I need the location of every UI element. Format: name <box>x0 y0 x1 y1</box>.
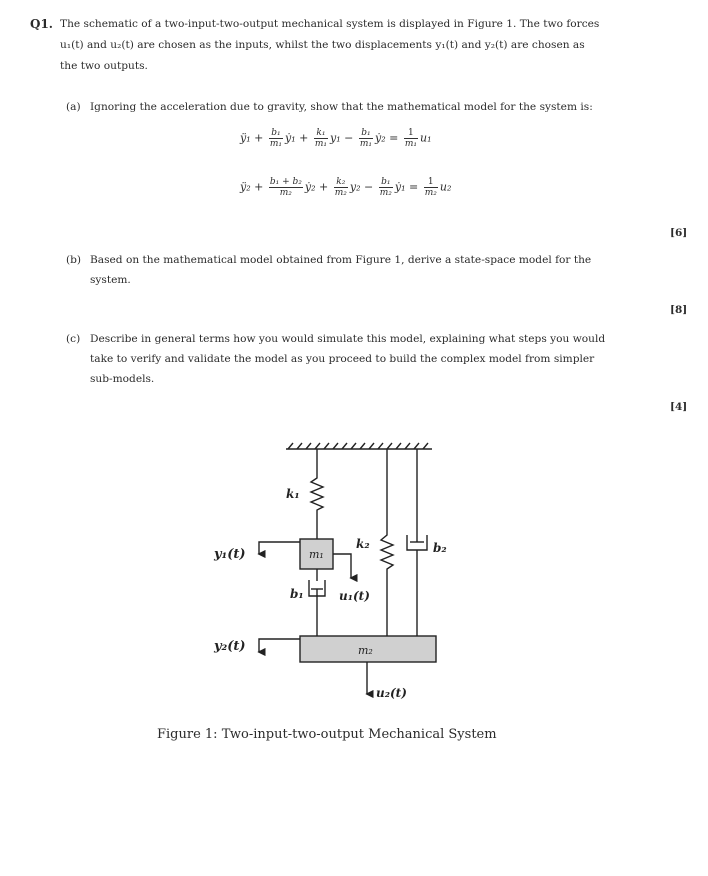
eq2-frac-b1-m2: $\frac{\text{b₁}}{\text{m₂}}$ <box>379 177 392 198</box>
eq1-u1: u₁ <box>420 131 432 145</box>
damper-b2 <box>407 449 427 636</box>
part-c-marks: [4] <box>670 401 688 413</box>
eq1-plus-1: + <box>254 131 264 145</box>
part-b-line-2: system. <box>90 274 131 286</box>
eq2-y2: y₂ <box>349 180 361 194</box>
part-b-label: (b) <box>66 254 82 266</box>
part-c-line-2: take to verify and validate the model as you proceed to build the complex model from simpler <box>90 353 595 365</box>
y1-arrow <box>259 542 300 554</box>
part-a-marks: [6] <box>670 227 688 239</box>
part-b-line-1: Based on the mathematical model obtained from Figure 1, derive a state-space model for the <box>90 254 592 266</box>
eq1-equals: = <box>389 131 399 145</box>
question-intro-line-3: the two outputs. <box>60 60 148 72</box>
spring-k2 <box>381 449 393 636</box>
eq2-minus: − <box>363 180 374 194</box>
eq1-frac-k1-m1: $\frac{\text{k₁}}{\text{m₁}}$ <box>314 128 327 149</box>
eq2-frac-1-m2: $\frac{1}{\text{m₂}}$ <box>424 177 437 198</box>
question-intro-line-2: u₁(t) and u₂(t) are chosen as the inputs, whilst the two displacements y₁(t) and y₂(t) are chosen as <box>60 39 585 51</box>
part-a-text: Ignoring the acceleration due to gravity, show that the mathematical model for the system is: <box>90 101 593 113</box>
label-u1: u₁(t) <box>339 589 370 603</box>
label-m1: m₁ <box>309 548 324 561</box>
eq2-plus-2: + <box>318 180 329 194</box>
label-b2: b₂ <box>433 541 447 555</box>
eq2-frac-k2-m2: $\frac{\text{k₂}}{\text{m₂}}$ <box>334 177 347 198</box>
eq2-equals: = <box>408 180 419 194</box>
eq1-frac-b1-m1-b: $\frac{\text{b₁}}{\text{m₁}}$ <box>359 128 372 149</box>
label-b1: b₁ <box>290 587 304 601</box>
u1-arrow <box>333 554 351 578</box>
label-u2: u₂(t) <box>376 686 407 700</box>
damper-b1 <box>309 569 325 636</box>
eq1-frac-b1-m1: $\frac{\text{b₁}}{\text{m₁}}$ <box>269 128 282 149</box>
figure-caption: Figure 1: Two-input-two-output Mechanical System <box>157 727 497 742</box>
eq2-y2d: ẏ₂ <box>304 180 316 194</box>
eq1-frac-1-m1: $\frac{1}{\text{m₁}}$ <box>404 128 417 149</box>
part-c-label: (c) <box>66 333 81 345</box>
eq1-y1dd: ÿ₁ <box>240 131 251 145</box>
label-k1: k₁ <box>286 487 300 501</box>
question-number: Q1. <box>30 17 53 31</box>
part-b-marks: [8] <box>670 304 688 316</box>
part-c-line-3: sub-models. <box>90 373 155 385</box>
part-a-label: (a) <box>66 101 81 113</box>
question-intro-line-1: The schematic of a two-input-two-output mechanical system is displayed in Figure 1. The two forces <box>60 18 600 30</box>
eq2-frac-b1b2-m2: $\frac{\text{b₁ + b₂}}{\text{m₂}}$ <box>269 177 302 198</box>
eq1-y1d: ẏ₁ <box>285 131 296 145</box>
eq1-plus-2: + <box>299 131 309 145</box>
eq2-plus-1: + <box>254 180 264 194</box>
y2-arrow <box>259 639 300 652</box>
label-y2: y₂(t) <box>214 639 246 654</box>
eq2-u2: u₂ <box>439 180 452 194</box>
label-k2: k₂ <box>356 537 370 551</box>
spring-k1 <box>311 449 323 539</box>
eq2-y2dd: ÿ₂ <box>240 180 251 194</box>
eq1-y1: y₁ <box>330 131 341 145</box>
label-y1: y₁(t) <box>214 547 246 562</box>
label-m2: m₂ <box>358 644 373 657</box>
eq1-y2d: ẏ₂ <box>375 131 386 145</box>
eq2-y1d: ẏ₁ <box>394 180 406 194</box>
part-c-line-1: Describe in general terms how you would simulate this model, explaining what steps you would <box>90 333 606 345</box>
ground-ceiling <box>286 443 432 449</box>
eq1-minus: − <box>344 131 354 145</box>
